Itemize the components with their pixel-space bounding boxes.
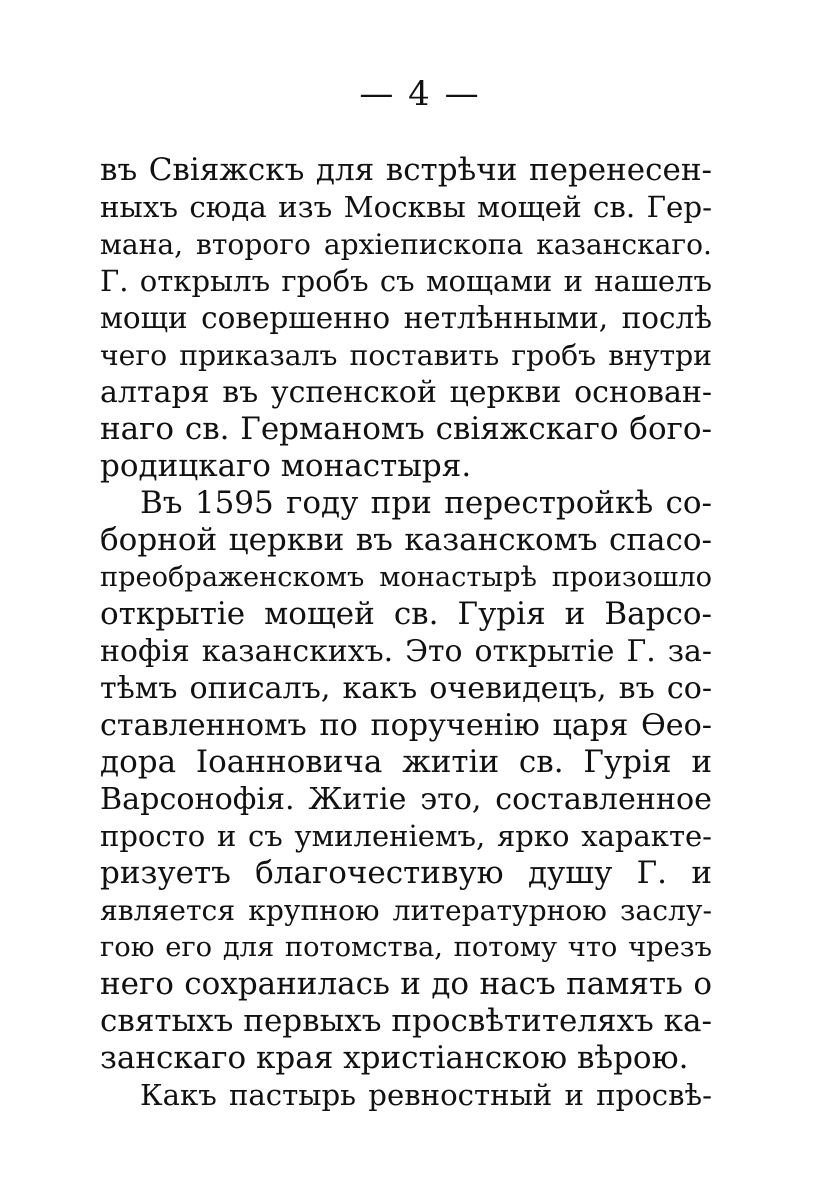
- text-line: борной церкви въ казанскомъ спасо-: [100, 522, 712, 558]
- text-line: ныхъ сюда изъ Москвы мощей св. Гер-: [100, 190, 712, 224]
- text-line: Какъ пастырь ревностный и просвѣ-: [140, 1078, 712, 1112]
- text-line: просто и съ умиленіемъ, ярко характе-: [100, 819, 712, 853]
- text-line: родицкаго монастыря.: [100, 448, 472, 484]
- page-number: — 4 —: [359, 74, 481, 114]
- text-line: открытіе мощей св. Гурія и Варсо-: [100, 596, 712, 632]
- text-line: Г. открылъ гробъ съ мощами и нашелъ: [100, 264, 712, 298]
- text-line: наго св. Германомъ свіяжскаго бого-: [100, 411, 712, 447]
- text-line: ризуетъ благочестивую душу Г. и: [100, 855, 712, 891]
- body-text: [100, 152, 712, 1114]
- text-line: мана, второго архіепископа казанскаго.: [100, 228, 712, 261]
- text-line: преображенскомъ монастырѣ произошло: [100, 562, 712, 593]
- text-line: Варсонофія. Житіе это, составленное: [100, 782, 712, 817]
- text-line: мощи совершенно нетлѣнными, послѣ: [100, 301, 712, 335]
- text-line: занскаго края христіанскою вѣрою.: [100, 1040, 689, 1076]
- text-line: гою его для потомства, потому что чрезъ: [100, 932, 712, 963]
- text-line: дора Іоанновича житіи св. Гурія и: [100, 744, 712, 780]
- text-line: Въ 1595 году при перестройкѣ со-: [140, 485, 712, 521]
- text-line: является крупною литературною заслу-: [100, 894, 712, 927]
- text-line: алтаря въ успенской церкви основан-: [100, 375, 712, 410]
- text-line: святыхъ первыхъ просвѣтителяхъ ка-: [100, 1003, 712, 1039]
- text-line: него сохранилась и до насъ память о: [100, 966, 712, 1002]
- text-line: нофія казанскихъ. Это открытіе Г. за-: [100, 634, 712, 669]
- text-line: чего приказалъ поставить гробъ внутри: [100, 339, 712, 372]
- text-line: тѣмъ описалъ, какъ очевидецъ, въ со-: [100, 671, 712, 706]
- text-line: ставленномъ по порученію царя Ѳео-: [100, 708, 712, 743]
- text-line: въ Свіяжскъ для встрѣчи перенесен-: [100, 152, 712, 188]
